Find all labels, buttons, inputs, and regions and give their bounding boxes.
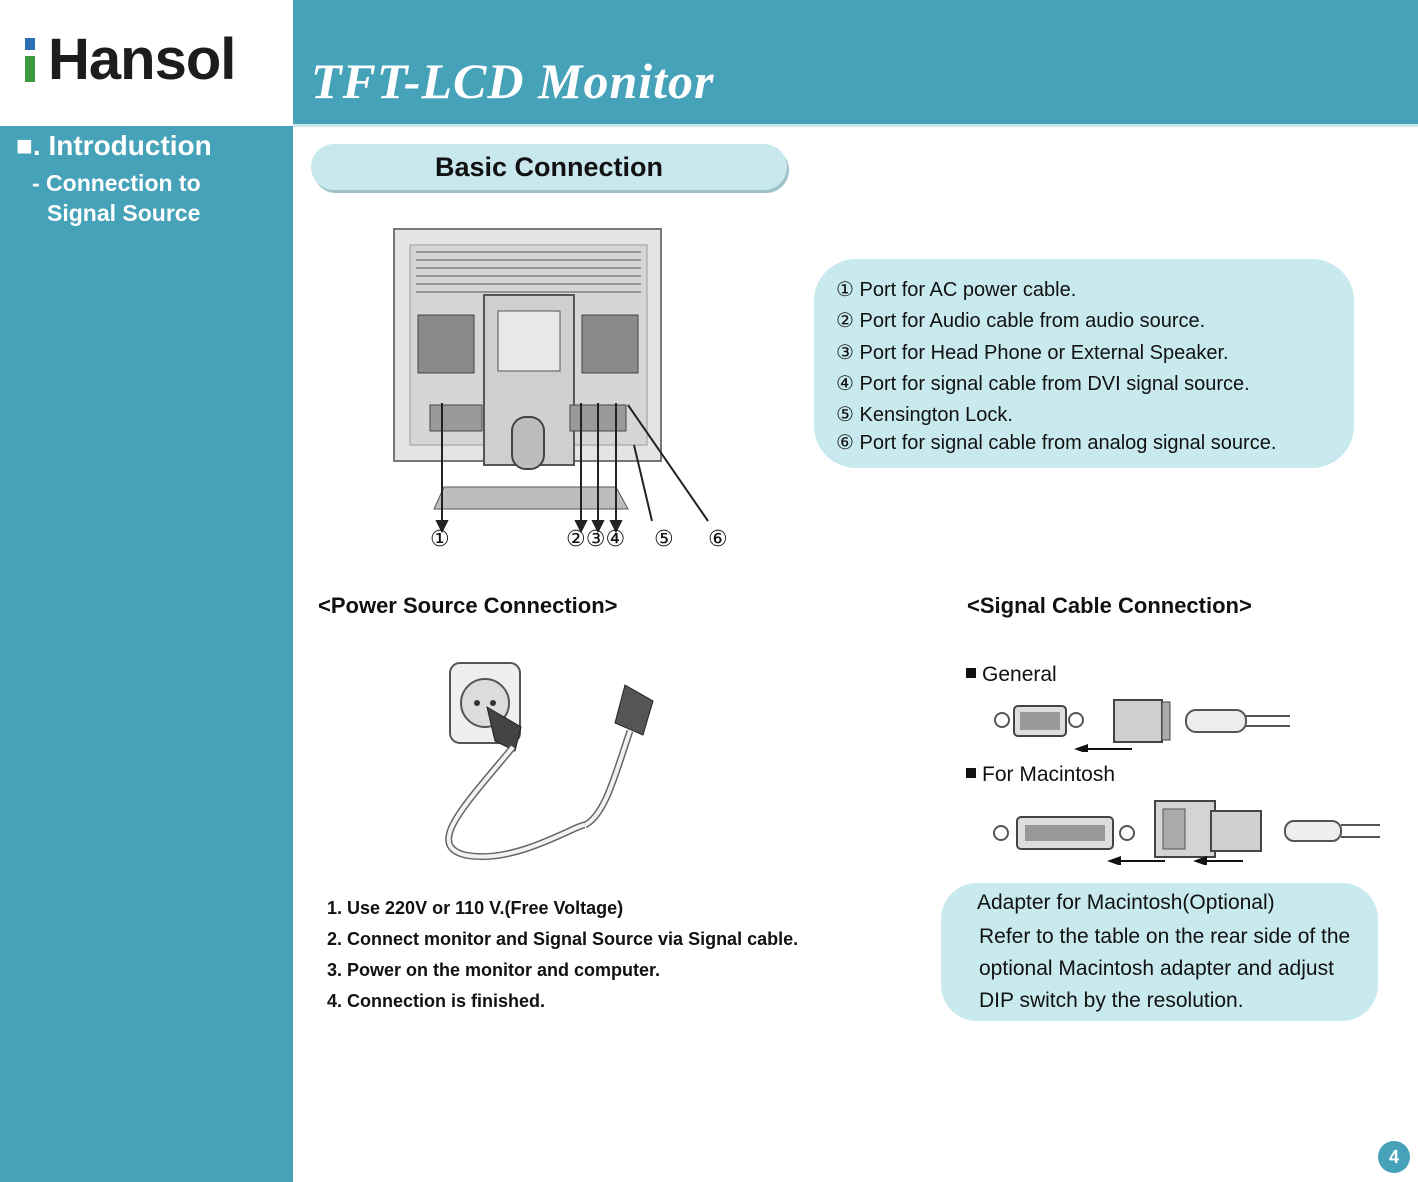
- callout-5: ⑤: [654, 527, 674, 552]
- power-steps: [327, 895, 798, 1019]
- vga-connector-illustration: [990, 692, 1290, 752]
- legend-item-2: ② Port for Audio cable from audio source.: [836, 310, 1206, 332]
- callout-6: ⑥: [708, 527, 728, 552]
- page-number-badge: 4: [1378, 1141, 1410, 1173]
- signal-section-title: <Signal Cable Connection>: [967, 593, 1252, 618]
- header-bar: [293, 0, 1418, 126]
- logo-mark-icon: [22, 38, 38, 82]
- mac-label: For Macintosh: [966, 763, 1115, 787]
- adapter-note: [941, 883, 1378, 1021]
- legend-item-3: ③ Port for Head Phone or External Speaker.: [836, 342, 1229, 364]
- monitor-rear-illustration: [380, 225, 740, 565]
- port-legend: [814, 259, 1354, 468]
- bullet-square-icon: [966, 768, 976, 778]
- power-plug-illustration: [425, 655, 660, 865]
- callout-2-3-4: ②③④: [566, 527, 626, 552]
- brand-logo: Hansol: [48, 27, 236, 92]
- section-title: Basic Connection: [311, 144, 787, 190]
- legend-item-5: ⑤ Kensington Lock.: [836, 404, 1013, 426]
- general-label: General: [966, 663, 1057, 687]
- nav-sub-line2: Signal Source: [47, 200, 201, 226]
- header-divider: [293, 124, 1418, 127]
- step-4: 4. Connection is finished.: [327, 991, 546, 1011]
- mac-connector-illustration: [985, 795, 1380, 865]
- page-title: TFT-LCD Monitor: [311, 53, 715, 109]
- step-1: 1. Use 220V or 110 V.(Free Voltage): [327, 898, 624, 918]
- nav-sub-line1: - Connection to: [32, 170, 201, 196]
- step-3: 3. Power on the monitor and computer.: [327, 960, 661, 980]
- legend-item-1: ① Port for AC power cable.: [836, 279, 1077, 301]
- nav-subsection: [32, 168, 201, 228]
- adapter-title: Adapter for Macintosh(Optional): [977, 891, 1275, 914]
- legend-item-6: ⑥ Port for signal cable from analog signal source.: [836, 432, 1277, 454]
- logo-area: [0, 0, 293, 126]
- power-section-title: <Power Source Connection>: [318, 593, 618, 618]
- callout-1: ①: [430, 527, 450, 552]
- step-2: 2. Connect monitor and Signal Source via Signal cable.: [327, 929, 799, 949]
- bullet-square-icon: [966, 668, 976, 678]
- adapter-text: Refer to the table on the rear side of the optional Macintosh adapter and adjust DIP switch by the resolution.: [979, 925, 1351, 1012]
- legend-item-4: ④ Port for signal cable from DVI signal source.: [836, 373, 1250, 395]
- nav-section-title: ■. Introduction: [16, 130, 212, 161]
